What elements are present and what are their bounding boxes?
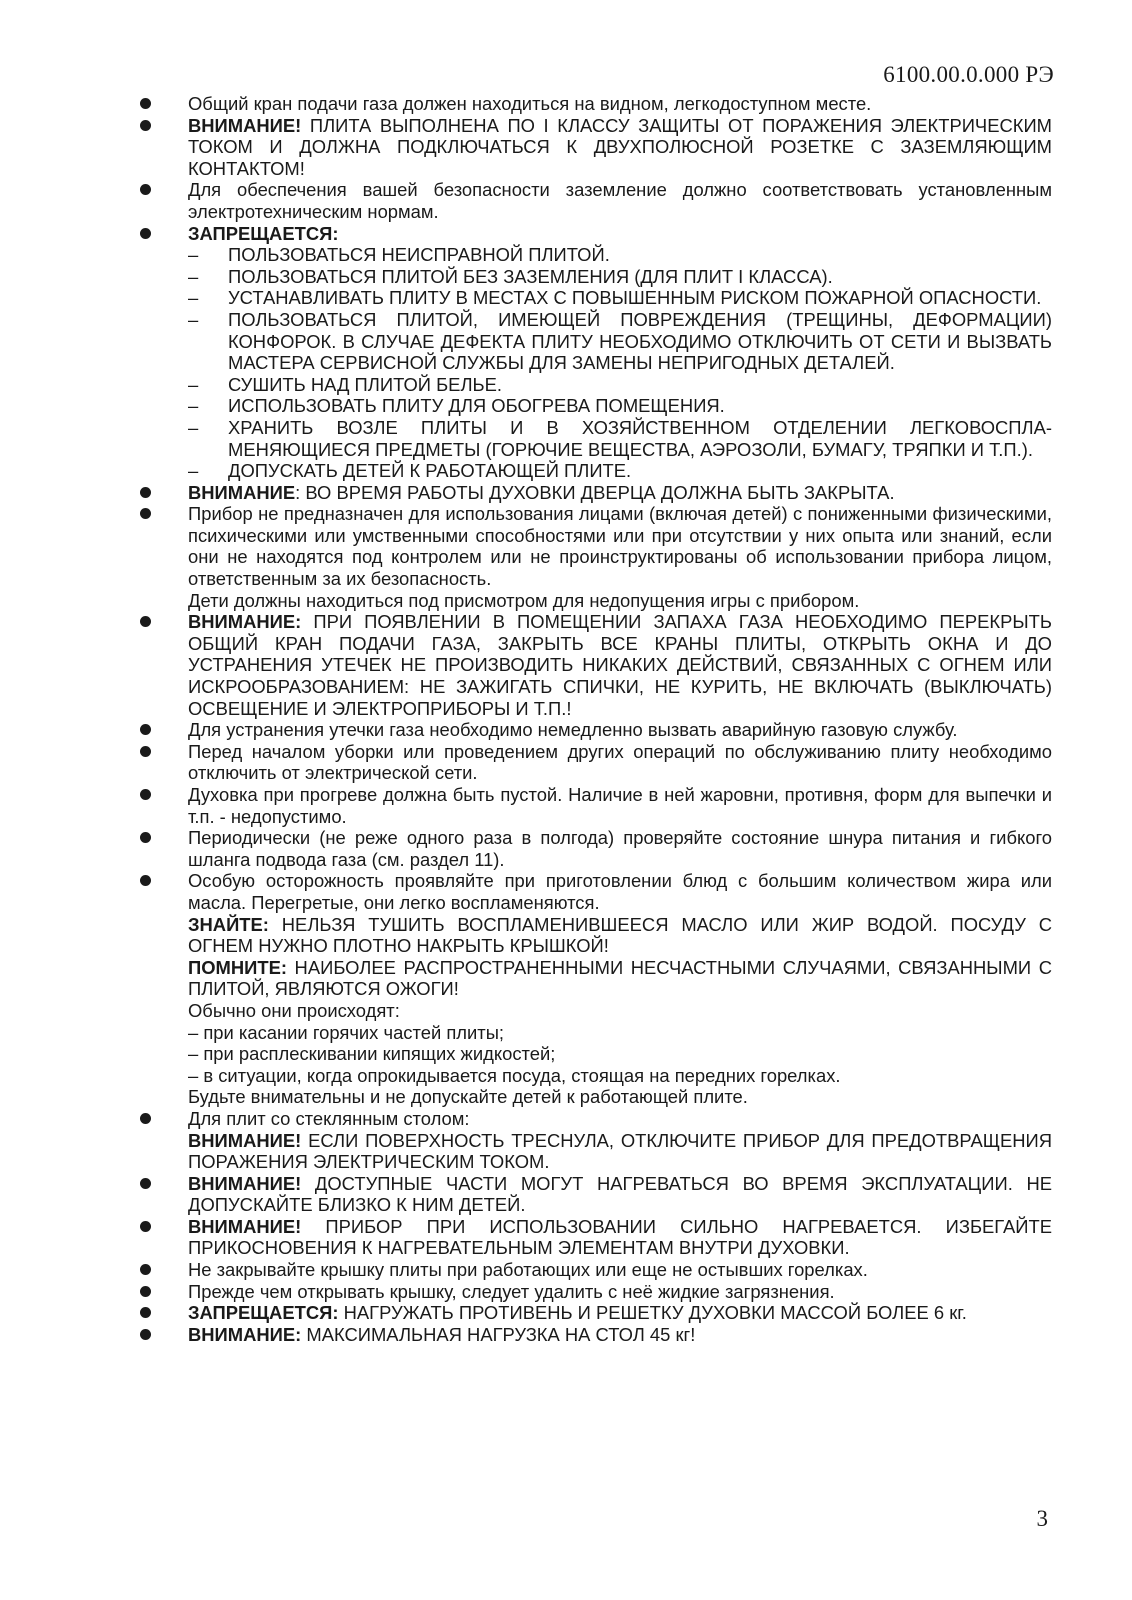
- prohibition-text: ИСПОЛЬЗОВАТЬ ПЛИТУ ДЛЯ ОБОГРЕВА ПОМЕЩЕНИЯ.: [228, 395, 725, 417]
- bullet-icon: [140, 1307, 151, 1318]
- bullet-icon: [140, 98, 151, 109]
- paragraph-text: Дети должны находиться под присмотром для недопущения игры с прибором.: [188, 589, 860, 611]
- list-item-paragraph: [188, 1022, 1052, 1044]
- list-item: [140, 223, 1052, 482]
- list-item: [140, 784, 1052, 827]
- dash-icon: –: [188, 265, 199, 287]
- paragraph-text: НАИБОЛЕЕ РАСПРОСТРАНЕННЫМИ НЕСЧАСТНЫМИ СЛУЧАЯМИ, СВЯЗАННЫМИ С ПЛИТОЙ, ЯВЛЯЮТСЯ ОЖОГИ!: [188, 956, 1052, 1000]
- list-item-paragraph: [188, 503, 1052, 589]
- bullet-icon: [140, 487, 151, 498]
- list-item-paragraph: [188, 1281, 1052, 1303]
- bullet-icon: [140, 616, 151, 627]
- prohibition-item: [188, 309, 1052, 374]
- list-item-paragraph: [188, 719, 1052, 741]
- bullet-icon: [140, 1286, 151, 1297]
- prohibition-item: [188, 460, 1052, 482]
- emphasis-label: ВНИМАНИЕ:: [188, 1323, 302, 1345]
- list-item-paragraph: [188, 179, 1052, 222]
- bullet-icon: [140, 120, 151, 131]
- paragraph-text: Прежде чем открывать крышку, следует удалить с неё жидкие загрязнения.: [188, 1280, 835, 1302]
- emphasis-label: ВНИМАНИЕ!: [188, 1129, 302, 1151]
- prohibition-text: УСТАНАВЛИВАТЬ ПЛИТУ В МЕСТАХ С ПОВЫШЕННЫМ РИСКОМ ПОЖАРНОЙ ОПАСНОСТИ.: [228, 287, 1042, 309]
- prohibition-text: ХРАНИТЬ ВОЗЛЕ ПЛИТЫ И В ХОЗЯЙСТВЕННОМ ОТДЕЛЕНИИ ЛЕГКОВОСПЛА-МЕНЯЮЩИЕСЯ ПРЕДМЕТЫ (ГОРЮЧИЕ ВЕЩЕСТВА, АЭРОЗОЛИ, БУМАГУ, ТРЯПКИ И Т.П.).: [228, 416, 1052, 460]
- prohibition-item: [188, 395, 1052, 417]
- list-item: [140, 482, 1052, 504]
- list-item-paragraph: [188, 1173, 1052, 1216]
- list-item: [140, 503, 1052, 611]
- list-item-paragraph: [188, 957, 1052, 1000]
- paragraph-text: МАКСИМАЛЬНАЯ НАГРУЗКА НА СТОЛ 45 кг!: [301, 1323, 696, 1345]
- list-item-paragraph: [188, 1043, 1052, 1065]
- prohibition-item: [188, 266, 1052, 288]
- page-number: 3: [1036, 1506, 1048, 1531]
- list-item-paragraph: [188, 914, 1052, 957]
- list-item: [140, 179, 1052, 222]
- paragraph-text: Для обеспечения вашей безопасности заземление должно соответствовать установленным электротехническим нормам.: [188, 179, 1052, 222]
- list-item-paragraph: [188, 611, 1052, 719]
- list-item-paragraph: [188, 93, 1052, 115]
- list-item: [140, 611, 1052, 719]
- dash-icon: –: [188, 308, 199, 330]
- bullet-icon: [140, 789, 151, 800]
- list-item: [140, 827, 1052, 870]
- bullet-icon: [140, 724, 151, 735]
- list-item: [140, 115, 1052, 180]
- emphasis-label: ЗНАЙТЕ:: [188, 913, 269, 935]
- prohibition-text: ПОЛЬЗОВАТЬСЯ ПЛИТОЙ БЕЗ ЗАЗЕМЛЕНИЯ (ДЛЯ ПЛИТ I КЛАССА).: [228, 265, 833, 287]
- prohibition-item: [188, 417, 1052, 460]
- prohibition-item: [188, 374, 1052, 396]
- paragraph-text: ЕСЛИ ПОВЕРХНОСТЬ ТРЕСНУЛА, ОТКЛЮЧИТЕ ПРИБОР ДЛЯ ПРЕДОТВРАЩЕНИЯ ПОРАЖЕНИЯ ЭЛЕКТРИЧЕСКИМ ТОКОМ.: [188, 1129, 1052, 1173]
- bullet-icon: [140, 832, 151, 843]
- list-item: [140, 1216, 1052, 1259]
- emphasis-label: ВНИМАНИЕ:: [188, 611, 302, 633]
- list-item: [140, 93, 1052, 115]
- emphasis-label: ВНИМАНИЕ!: [188, 114, 302, 136]
- dash-icon: –: [188, 460, 199, 482]
- list-item-paragraph: [188, 115, 1052, 180]
- list-item: [140, 1302, 1052, 1324]
- bullet-icon: [140, 508, 151, 519]
- list-item-paragraph: [188, 1324, 1052, 1346]
- paragraph-text: Для плит со стеклянным столом:: [188, 1107, 470, 1129]
- dash-icon: –: [188, 416, 199, 438]
- paragraph-text: Обычно они происходят:: [188, 999, 400, 1021]
- list-item-paragraph: [188, 1259, 1052, 1281]
- emphasis-label: ВНИМАНИЕ: [188, 481, 296, 503]
- dash-icon: –: [188, 287, 199, 309]
- list-item-paragraph: [188, 1065, 1052, 1087]
- paragraph-text: ПРИ ПОЯВЛЕНИИ В ПОМЕЩЕНИИ ЗАПАХА ГАЗА НЕОБХОДИМО ПЕРЕКРЫТЬ ОБЩИЙ КРАН ПОДАЧИ ГАЗА, ЗАКРЫТЬ ВСЕ КРАНЫ ПЛИТЫ, ОТКРЫТЬ ОКНА И ДО УСТРАНЕНИЯ УТЕЧЕК НЕ ПРОИЗВОДИТЬ НИКАКИХ ДЕЙСТВИЙ, СВЯЗАННЫХ С ОГНЕМ ИЛИ ИСКРООБРАЗОВАНИЕМ: НЕ ЗАЖИГАТЬ СПИЧКИ, НЕ КУРИТЬ, НЕ ВКЛЮЧАТЬ (ВЫКЛЮЧАТЬ) ОСВЕЩЕНИЕ И ЭЛЕКТРОПРИБОРЫ И Т.П.!: [188, 611, 1052, 719]
- paragraph-text: Перед началом уборки или проведением других операций по обслуживанию плиту необходимо отключить от электрической сети.: [188, 740, 1052, 784]
- list-item-paragraph: [188, 1302, 1052, 1324]
- paragraph-text: НЕЛЬЗЯ ТУШИТЬ ВОСПЛАМЕНИВШЕЕСЯ МАСЛО ИЛИ ЖИР ВОДОЙ. ПОСУДУ С ОГНЕМ НУЖНО ПЛОТНО НАКРЫТЬ КРЫШКОЙ!: [188, 913, 1052, 957]
- list-item: [140, 719, 1052, 741]
- prohibition-text: СУШИТЬ НАД ПЛИТОЙ БЕЛЬЕ.: [228, 373, 502, 395]
- list-item: [140, 1259, 1052, 1281]
- emphasis-label: ЗАПРЕЩАЕТСЯ:: [188, 1302, 339, 1324]
- prohibition-text: ПОЛЬЗОВАТЬСЯ НЕИСПРАВНОЙ ПЛИТОЙ.: [228, 244, 610, 266]
- list-item: [140, 1324, 1052, 1346]
- list-item-paragraph: [188, 482, 1052, 504]
- emphasis-label: ВНИМАНИЕ!: [188, 1172, 302, 1194]
- bullet-icon: [140, 1264, 151, 1275]
- paragraph-text: Периодически (не реже одного раза в полгода) проверяйте состояние шнура питания и гибкого шланга подвода газа (см. раздел 11).: [188, 827, 1052, 870]
- bullet-icon: [140, 228, 151, 239]
- paragraph-text: Для устранения утечки газа необходимо немедленно вызвать аварийную газовую службу.: [188, 719, 958, 741]
- paragraph-text: : ВО ВРЕМЯ РАБОТЫ ДУХОВКИ ДВЕРЦА ДОЛЖНА БЫТЬ ЗАКРЫТА.: [295, 481, 895, 503]
- document-code: 6100.00.0.000 РЭ: [883, 62, 1054, 87]
- paragraph-text: Духовка при прогреве должна быть пустой. Наличие в ней жаровни, противня, форм для выпечки и т.п. - недопустимо.: [188, 784, 1052, 827]
- bullet-icon: [140, 1113, 151, 1124]
- dash-icon: –: [188, 373, 199, 395]
- prohibition-item: [188, 287, 1052, 309]
- bullet-icon: [140, 875, 151, 886]
- list-item-paragraph: [188, 741, 1052, 784]
- list-item-paragraph: [188, 1130, 1052, 1173]
- list-item-paragraph: [188, 1000, 1052, 1022]
- list-item-paragraph: [188, 784, 1052, 827]
- paragraph-text: Особую осторожность проявляйте при приготовлении блюд с большим количеством жира или масла. Перегретые, они легко воспламеняются.: [188, 870, 1052, 913]
- prohibition-item: [188, 244, 1052, 266]
- paragraph-text: ПРИБОР ПРИ ИСПОЛЬЗОВАНИИ СИЛЬНО НАГРЕВАЕТСЯ. ИЗБЕГАЙТЕ ПРИКОСНОВЕНИЯ К НАГРЕВАТЕЛЬНЫМ ЭЛЕМЕНТАМ ВНУТРИ ДУХОВКИ.: [188, 1215, 1052, 1259]
- list-item-paragraph: [188, 870, 1052, 913]
- dash-icon: –: [188, 244, 199, 266]
- paragraph-text: НАГРУЖАТЬ ПРОТИВЕНЬ И РЕШЕТКУ ДУХОВКИ МАССОЙ БОЛЕЕ 6 кг.: [338, 1302, 967, 1324]
- list-item: [140, 741, 1052, 784]
- bullet-icon: [140, 1178, 151, 1189]
- list-item-paragraph: [188, 1108, 1052, 1130]
- list-item: [140, 1108, 1052, 1173]
- paragraph-text: ПЛИТА ВЫПОЛНЕНА ПО I КЛАССУ ЗАЩИТЫ ОТ ПОРАЖЕНИЯ ЭЛЕКТРИЧЕСКИМ ТОКОМ И ДОЛЖНА ПОДКЛЮЧАТЬСЯ К ДВУХПОЛЮСНОЙ РОЗЕТКЕ С ЗАЗЕМЛЯЮЩИМ КОНТАКТОМ!: [188, 114, 1052, 179]
- list-item: [140, 1173, 1052, 1216]
- prohibition-text: ПОЛЬЗОВАТЬСЯ ПЛИТОЙ, ИМЕЮЩЕЙ ПОВРЕЖДЕНИЯ (ТРЕЩИНЫ, ДЕФОРМАЦИИ) КОНФОРОК. В СЛУЧАЕ ДЕФЕКТА ПЛИТУ НЕОБХОДИМО ОТКЛЮЧИТЬ ОТ СЕТИ И ВЫЗВАТЬ МАСТЕРА СЕРВИСНОЙ СЛУЖБЫ ДЛЯ ЗАМЕНЫ НЕПРИГОДНЫХ ДЕТАЛЕЙ.: [228, 308, 1052, 374]
- prohibition-text: ДОПУСКАТЬ ДЕТЕЙ К РАБОТАЮЩЕЙ ПЛИТЕ.: [228, 460, 632, 482]
- list-item-paragraph: [188, 1216, 1052, 1259]
- list-item-paragraph: [188, 223, 1052, 245]
- paragraph-text: Будьте внимательны и не допускайте детей к работающей плите.: [188, 1086, 748, 1108]
- bullet-icon: [140, 1221, 151, 1232]
- emphasis-label: ЗАПРЕЩАЕТСЯ:: [188, 222, 339, 244]
- bullet-icon: [140, 1329, 151, 1340]
- list-item: [140, 870, 1052, 1108]
- paragraph-text: – при расплескивании кипящих жидкостей;: [188, 1043, 556, 1065]
- bullet-icon: [140, 184, 151, 195]
- paragraph-text: – в ситуации, когда опрокидывается посуда, стоящая на передних горелках.: [188, 1064, 841, 1086]
- paragraph-text: – при касании горячих частей плиты;: [188, 1021, 505, 1043]
- emphasis-label: ПОМНИТЕ:: [188, 956, 287, 978]
- bullet-icon: [140, 746, 151, 757]
- paragraph-text: Прибор не предназначен для использования лицами (включая детей) с пониженными физическими, психическими или умственными способностями или при отсутствии у них опыта или знаний, если они не находятся под контролем или не проинструктированы об использовании прибора лицом, ответственным за их безопасность.: [188, 503, 1052, 590]
- list-item: [140, 1281, 1052, 1303]
- emphasis-label: ВНИМАНИЕ!: [188, 1215, 302, 1237]
- paragraph-text: Не закрывайте крышку плиты при работающих или еще не остывших горелках.: [188, 1259, 868, 1281]
- list-item-paragraph: [188, 1086, 1052, 1108]
- list-item-paragraph: [188, 590, 1052, 612]
- paragraph-text: Общий кран подачи газа должен находиться на видном, легкодоступном месте.: [188, 93, 872, 114]
- safety-instructions-list: [140, 93, 1052, 1345]
- list-item-paragraph: [188, 827, 1052, 870]
- paragraph-text: ДОСТУПНЫЕ ЧАСТИ МОГУТ НАГРЕВАТЬСЯ ВО ВРЕМЯ ЭКСПЛУАТАЦИИ. НЕ ДОПУСКАЙТЕ БЛИЗКО К НИМ ДЕТЕЙ.: [188, 1172, 1052, 1216]
- dash-icon: –: [188, 395, 199, 417]
